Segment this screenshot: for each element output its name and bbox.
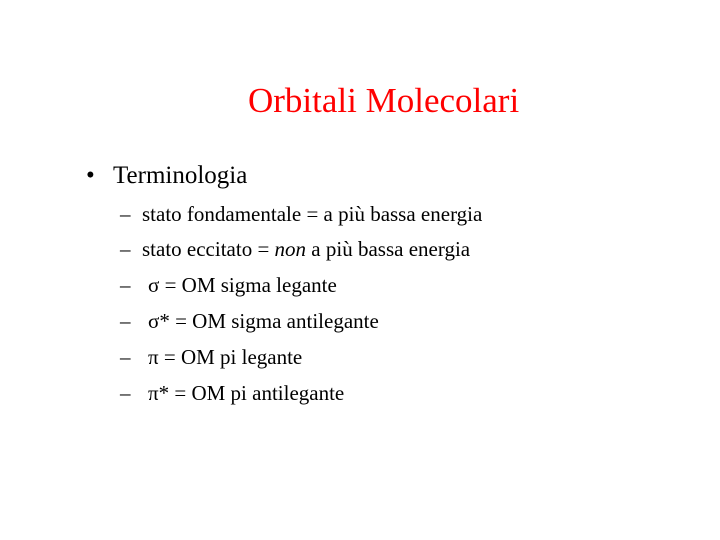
sigma-symbol: σ — [148, 273, 160, 297]
bullet-text: Terminologia — [113, 162, 248, 189]
dash-icon: – — [120, 202, 131, 226]
sub-item-sigma — [120, 270, 337, 300]
sub-item-text: = OM pi legante — [158, 345, 303, 369]
sub-item-text: = OM sigma antilegante — [169, 309, 379, 333]
dash-icon: – — [120, 381, 131, 405]
sub-item-stato-eccitato — [120, 234, 470, 264]
bullet-item-terminologia — [86, 159, 247, 193]
sub-item-sigma-star — [120, 306, 379, 336]
bullet-icon: • — [86, 162, 95, 189]
sub-item-text-italic: non — [274, 237, 307, 261]
sub-item-text: stato fondamentale = a più bassa energia — [142, 202, 483, 226]
sub-item-text-pre: stato eccitato = — [142, 237, 275, 261]
dash-icon: – — [120, 273, 131, 297]
dash-icon: – — [120, 237, 131, 261]
sub-item-text: = OM sigma legante — [159, 273, 337, 297]
dash-icon: – — [120, 345, 131, 369]
sigma-star-symbol: σ* — [148, 309, 170, 333]
sub-item-stato-fondamentale — [120, 199, 482, 229]
sub-item-text: = OM pi antilegante — [169, 381, 345, 405]
pi-symbol: π — [148, 345, 159, 369]
sub-item-text-post: a più bassa energia — [306, 237, 471, 261]
sub-item-pi — [120, 342, 302, 372]
slide-title: Orbitali Molecolari — [248, 81, 520, 120]
dash-icon: – — [120, 309, 131, 333]
sub-item-pi-star — [120, 378, 344, 408]
pi-star-symbol: π* — [148, 381, 170, 405]
